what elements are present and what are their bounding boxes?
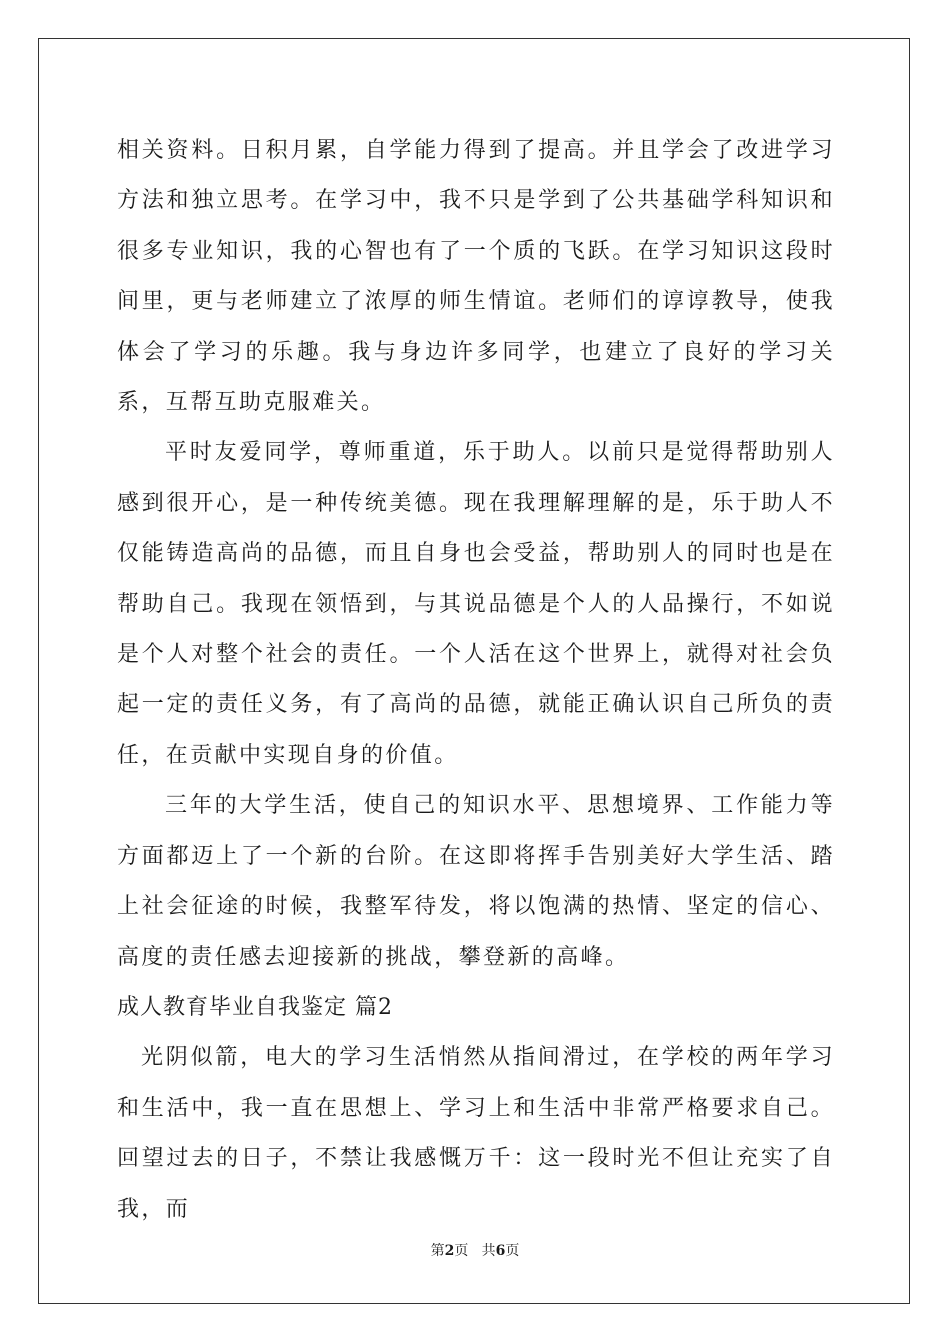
page-prefix: 第	[430, 1243, 445, 1259]
page-footer	[0, 1240, 950, 1260]
paragraph-section-2-intro: 光阴似箭，电大的学习生活悄然从指间滑过，在学校的两年学习和生活中，我一直在思想上、学习上和生活中非常严格要求自己。回望过去的日子，不禁让我感慨万千：这一段时光不但让充实了自我，而	[117, 1045, 835, 1222]
total-prefix: 共	[481, 1243, 496, 1259]
document-body	[117, 126, 835, 1235]
section-heading: 成人教育毕业自我鉴定 篇2	[117, 994, 393, 1020]
total-suffix: 页	[505, 1243, 520, 1259]
paragraph-three-years: 三年的大学生活，使自己的知识水平、思想境界、工作能力等方面都迈上了一个新的台阶。在这即将挥手告别美好大学生活、踏上社会征途的时候，我整军待发，将以饱满的热情、坚定的信心、高度的责任感去迎接新的挑战，攀登新的高峰。	[117, 793, 835, 970]
page-suffix: 页	[454, 1243, 469, 1259]
paragraph-helping-others: 平时友爱同学，尊师重道，乐于助人。以前只是觉得帮助别人感到很开心，是一种传统美德。现在我理解理解的是，乐于助人不仅能铸造高尚的品德，而且自身也会受益，帮助别人的同时也是在帮助自己。我现在领悟到，与其说品德是个人的人品操行，不如说是个人对整个社会的责任。一个人活在这个世界上，就得对社会负起一定的责任义务，有了高尚的品德，就能正确认识自己所负的责任，在贡献中实现自身的价值。	[117, 440, 835, 768]
total-pages: 6	[495, 1243, 506, 1259]
page-number: 2	[444, 1243, 455, 1259]
paragraph-continued-study: 相关资料。日积月累，自学能力得到了提高。并且学会了改进学习方法和独立思考。在学习中，我不只是学到了公共基础学科知识和很多专业知识，我的心智也有了一个质的飞跃。在学习知识这段时间里，更与老师建立了浓厚的师生情谊。老师们的谆谆教导，使我体会了学习的乐趣。我与身边许多同学，也建立了良好的学习关系，互帮互助克服难关。	[117, 138, 835, 416]
